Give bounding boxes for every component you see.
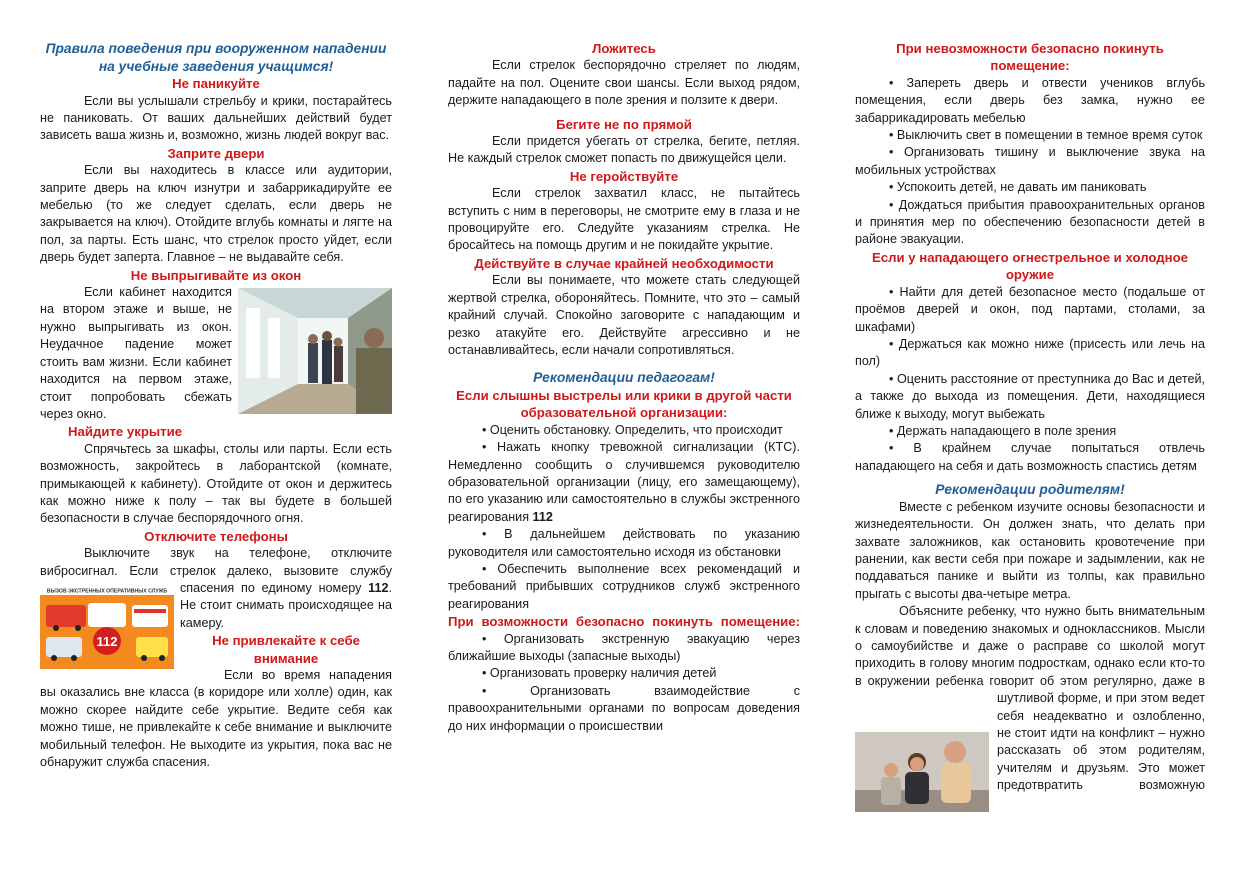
teacher-item-5: • Организовать экстренную эвакуацию через ближайшие выходы (запасные выходы): [448, 631, 800, 663]
teacher-item-16: • Держать нападающего в поле зрения: [889, 423, 1117, 438]
heading-shots-heard: Если слышны выстрелы или крики в другой части образовательной организации:: [456, 387, 792, 421]
teacher-item-4: • Обеспечить выполнение всех рекомендаций и требований прибывших сотрудников служб экстренного реагирования: [448, 561, 800, 611]
heading-can-leave: При возможности безопасно покинуть помещение:: [448, 614, 800, 630]
text-windows: Если кабинет находится на втором этаже и выше, не нужно выпрыгивать из окон. Неудачное падение может стоить вам жизни. Если кабинет находится на первом этаже, стоит попробовать сбежать через окно.: [40, 285, 232, 421]
heading-teachers: Рекомендации педагогам!: [533, 370, 715, 386]
card-banner-text: ВЫЗОВ ЭКСТРЕННЫХ ОПЕРАТИВНЫХ СЛУЖБ: [46, 588, 168, 595]
teacher-item-9: • Выключить свет в помещении в темное время суток: [889, 128, 1203, 143]
text-lock-doors: Если вы находитесь в классе или аудитории, заприте дверь на ключ изнутри и забаррикадируйте ее мебелью (то же следует сделать, если дверь не закрывается на ключ). Отойдите вглубь комнаты и лягте на пол, за парты. Есть шанс, что стрелок просто уйдет, если дверь будет заперта. Главное – не выдавайте себя.: [40, 163, 392, 265]
heading-phones: Отключите телефоны: [144, 528, 288, 544]
heading-no-hero: Не геройствуйте: [569, 168, 679, 184]
teacher-item-7: • Организовать взаимодействие с правоохранительными органами по вопросам доведения до них информации о происшествии: [448, 683, 800, 733]
text-no-panic: Если вы услышали стрельбу и крики, постарайтесь не паниковать. От ваших дальнейших действий будет зависеть ваша жизнь и, возможно, жизнь людей вокруг вас.: [40, 93, 392, 143]
heading-find-cover: Найдите укрытие: [68, 424, 183, 440]
text-zigzag: Если придется убегать от стрелка, бегите, петляя. Не каждый стрелок сможет попасть по движущейся цели.: [448, 134, 800, 166]
teacher-item-8: • Запереть дверь и отвести учеников вглубь помещения, если дверь без замка, нужно ее забаррикадировать мебелью: [855, 75, 1205, 125]
column-students-teachers: [448, 40, 800, 735]
heading-no-attention: Не привлекайте к себе внимание: [212, 633, 360, 666]
column-students: [40, 40, 392, 771]
teacher-item-1: • Оценить обстановку. Определить, что происходит: [482, 422, 783, 437]
phones-block: [40, 545, 392, 771]
teacher-item-17: • В крайнем случае попытаться отвлечь нападающего на себя и дать возможность спастись детям: [855, 441, 1205, 473]
teacher-item-12: • Дождаться прибытия правоохранительных органов и принятия мер по обеспечению безопасности детей в районе эвакуации.: [855, 197, 1205, 247]
text-parents-1: Вместе с ребенком изучите основы безопасности и жизнедеятельности. Он должен знать, что делать при захвате заложников, как остановить кровотечение при ранении, как вести себя при пожаре и задымлении, как не поддаваться панике и выйти из толпы, как правильно прыгать с высоты два-четыре метра.: [855, 499, 1205, 601]
text-no-hero: Если стрелок захватил класс, не пытайтесь вступить с ним в переговоры, не смотрите ему в глаза и не провоцируйте его. Следуйте указаниям стрелка. Не бросайтесь на помощь другим и не покидайте укрытие.: [448, 186, 800, 253]
text-phones: Выключите звук на телефоне, отключите вибросигнал. Если стрелок далеко, вызовите службу спасения по единому номеру ВЫЗОВ ЭКСТРЕННЫХ ОПЕРАТИВНЫХ СЛУЖБ 112 112. Не стоит снимать происходящее на камеру.: [40, 545, 392, 632]
teacher-item-6: • Организовать проверку наличия детей: [482, 666, 717, 681]
heading-weapon: Если у нападающего огнестрельное и холодное оружие: [871, 249, 1189, 283]
windows-block: [40, 284, 392, 528]
teacher-item-2: • Нажать кнопку тревожной сигнализации (КТС). Немедленно сообщить о случившемся руководителю образовательной организации (лицу, его замещающему), по его указанию или самостоятельно в службы экстренного реагирования 112: [448, 440, 800, 524]
teacher-item-13: • Найти для детей безопасное место (подальше от проёмов дверей и окон, под партами, столами, за шкафами): [855, 284, 1205, 334]
heading-windows: Не выпрыгивайте из окон: [130, 267, 302, 283]
family-photo: [855, 732, 989, 812]
teacher-item-11: • Успокоить детей, не давать им паниковать: [889, 180, 1147, 195]
heading-cannot-leave: При невозможности безопасно покинуть помещение:: [896, 41, 1164, 74]
text-find-cover: Спрячьтесь за шкафы, столы или парты. Если есть возможность, закройтесь в лаборантской (комнате, примыкающей к кабинету). Отойдите от окон и держитесь как можно ниже к полу – так вы будете в большей безопасности в случае беспорядочного огня.: [40, 441, 392, 526]
teacher-item-10: • Организовать тишину и выключение звука на мобильных устройствах: [855, 145, 1205, 177]
heading-no-panic: Не паникуйте: [172, 76, 260, 92]
heading-extreme: Действуйте в случае крайней необходимости: [474, 255, 774, 271]
heading-lock-doors: Заприте двери: [167, 145, 265, 161]
teacher-item-15: • Оценить расстояние от преступника до Вас и детей, а также до выхода из помещения. Дети, находящиеся ближе к выходу, могут выбежать: [855, 371, 1205, 421]
heading-zigzag: Бегите не по прямой: [556, 116, 692, 132]
leaflet-title: Правила поведения при вооруженном нападении на учебные заведения учащимся!: [45, 41, 387, 74]
heading-parents: Рекомендации родителям!: [935, 482, 1125, 498]
emergency-112-card: [40, 585, 174, 669]
card-number: 112: [96, 633, 118, 649]
heading-lie-down: Ложитесь: [592, 41, 656, 56]
teacher-item-3: • В дальнейшем действовать по указанию руководителя или самостоятельно исходя из обстановки: [448, 527, 800, 559]
teacher-item-14: • Держаться как можно ниже (присесть или лечь на пол): [855, 336, 1205, 369]
school-corridor-photo: [238, 288, 392, 414]
text-no-attention: Если во время нападения вы оказались вне класса (в коридоре или холле) один, как можно скорее найдите себе укрытие. Ведите себя как можно тише, не привлекайте к себе внимание и выключите мобильный телефон. Не выходите из укрытия, пока вас не обнаружит служба спасения.: [40, 668, 392, 770]
text-lie-down: Если стрелок беспорядочно стреляет по людям, падайте на пол. Оцените свои шансы. Если выход рядом, держите нападающего в поле зрения и ползите к двери.: [448, 58, 800, 108]
text-parents-2: Объясните ребенку, что нужно быть внимательным к словам и поведению знакомых и одноклассников. Мысли о самоубийстве и даже о расправе со школой могут приходить в голову многим подросткам, однако если кто-то в окружении ребенка говорит об этом регулярно, даже в шутливой форме, и при этом ведет себя неадекватно и озлобленно, не стоит идти на конфликт – нужно рассказать об этом родителям, учителям и друзьям. Это может предотвратить возможную: [855, 604, 1205, 793]
text-extreme: Если вы понимаете, что можете стать следующей жертвой стрелка, обороняйтесь. Помните, что это – самый крайний случай. Спокойно заговорите с нападающим и резко атакуйте его. Действуйте агрессивно и не останавливайтесь, если начали сопротивляться.: [448, 273, 800, 357]
column-teachers-parents: [855, 40, 1205, 812]
